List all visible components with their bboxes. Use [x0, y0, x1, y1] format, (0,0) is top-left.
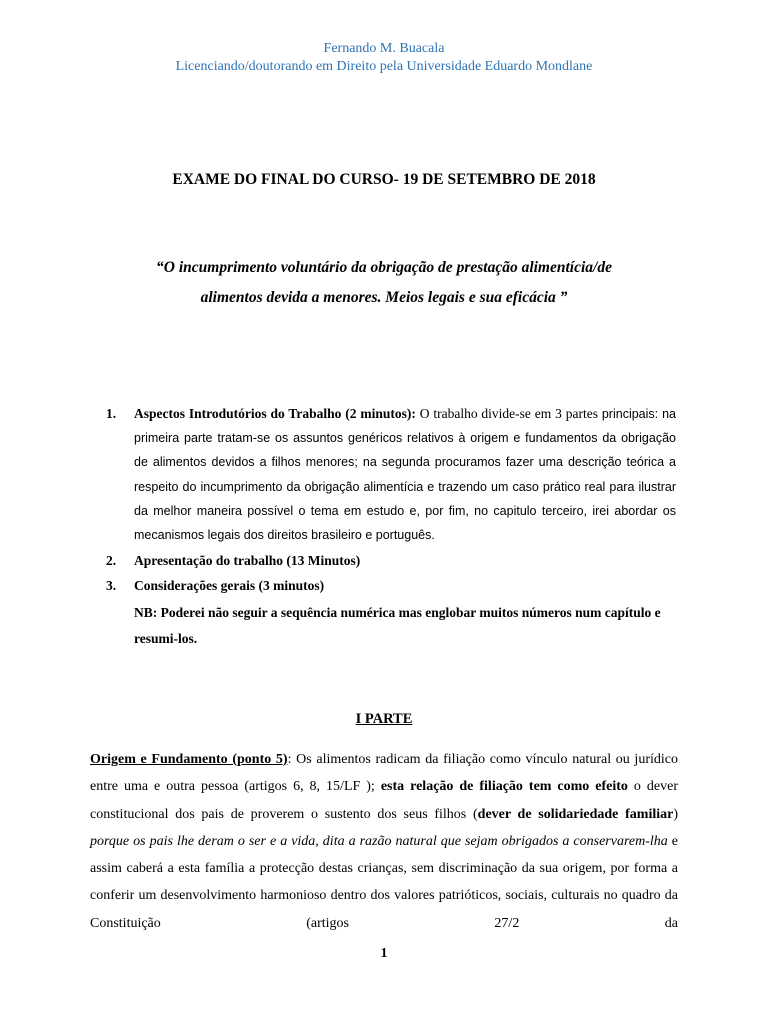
- document-header: [0, 40, 768, 76]
- outline-item-1-number: 1.: [106, 406, 117, 421]
- outline-item-1-heading: Aspectos Introdutórios do Trabalho (2 minutos):: [134, 406, 416, 421]
- theme-line-2: alimentos devida a menores. Meios legais e sua eficácia ”: [200, 289, 568, 306]
- outline-item-1-lead: O trabalho divide-se em 3 partes: [415, 406, 598, 421]
- body-paragraph: [90, 746, 678, 937]
- author-affiliation: Licenciando/doutorando em Direito pela Universidade Eduardo Mondlane: [175, 59, 593, 74]
- paragraph-heading: Origem e Fundamento (ponto 5): [90, 752, 288, 767]
- outline-item-1: [106, 402, 676, 547]
- exam-title: EXAME DO FINAL DO CURSO- 19 DE SETEMBRO DE 2018: [172, 171, 596, 188]
- outline-item-2-text: Apresentação do trabalho (13 Minutos): [134, 553, 361, 569]
- paragraph-text-4: e assim caberá a esta família a protecção destas crianças, sem discriminação da sua origem, por forma a conferir um desenvolvimento harmonioso dentro dos valores patrióticos, sociais, culturais no quadro da Constituição (artigos 27/2 da: [90, 833, 679, 931]
- paragraph-text-3: ): [673, 806, 679, 822]
- paragraph-bold-2: dever de solidariedade familiar: [477, 806, 674, 822]
- paragraph-italic-1: porque os pais lhe deram o ser e a vida, dita a razão natural que sejam obrigados a conservarem-lha: [90, 833, 668, 849]
- outline-item-3: [106, 573, 676, 653]
- outline-item-2-number: 2.: [106, 553, 117, 569]
- author-name: Fernando M. Buacala: [323, 41, 445, 56]
- outline-note: NB: Poderei não seguir a sequência numérica mas englobar muitos números num capítulo e resumi-los.: [134, 604, 661, 647]
- part-title: I PARTE: [355, 711, 413, 727]
- outline-item-3-text: Considerações gerais (3 minutos): [134, 578, 325, 594]
- outline-item-2: [106, 548, 676, 573]
- outline-item-3-number: 3.: [106, 578, 117, 594]
- outline-item-1-body: principais: na primeira parte tratam-se os assuntos genéricos relativos à origem e fundamentos da obrigação de alimentos devidos a filhos menores; na segunda procuramos fazer uma descrição teórica a respeito do incumprimento da obrigação alimentícia e trazendo um caso prático real para ilustrar da melhor maneira possível o tema em estudo e, por fim, no capitulo terceiro, irei abordar os mecanismos legais dos direitos brasileiro e português.: [134, 407, 676, 543]
- page-number: 1: [380, 946, 388, 961]
- theme-quote: [90, 253, 678, 313]
- paragraph-text-2: o dever constitucional dos pais de proverem o sustento dos seus filhos (: [90, 779, 679, 822]
- paragraph-bold-1: esta relação de filiação tem como efeito: [380, 779, 628, 795]
- theme-line-1: “O incumprimento voluntário da obrigação de prestação alimentícia/de: [156, 259, 612, 276]
- outline-list: [106, 402, 676, 653]
- paragraph-text-1: : Os alimentos radicam da filiação como vínculo natural ou jurídico entre uma e outra pessoa (artigos 6, 8, 15/LF );: [90, 752, 678, 795]
